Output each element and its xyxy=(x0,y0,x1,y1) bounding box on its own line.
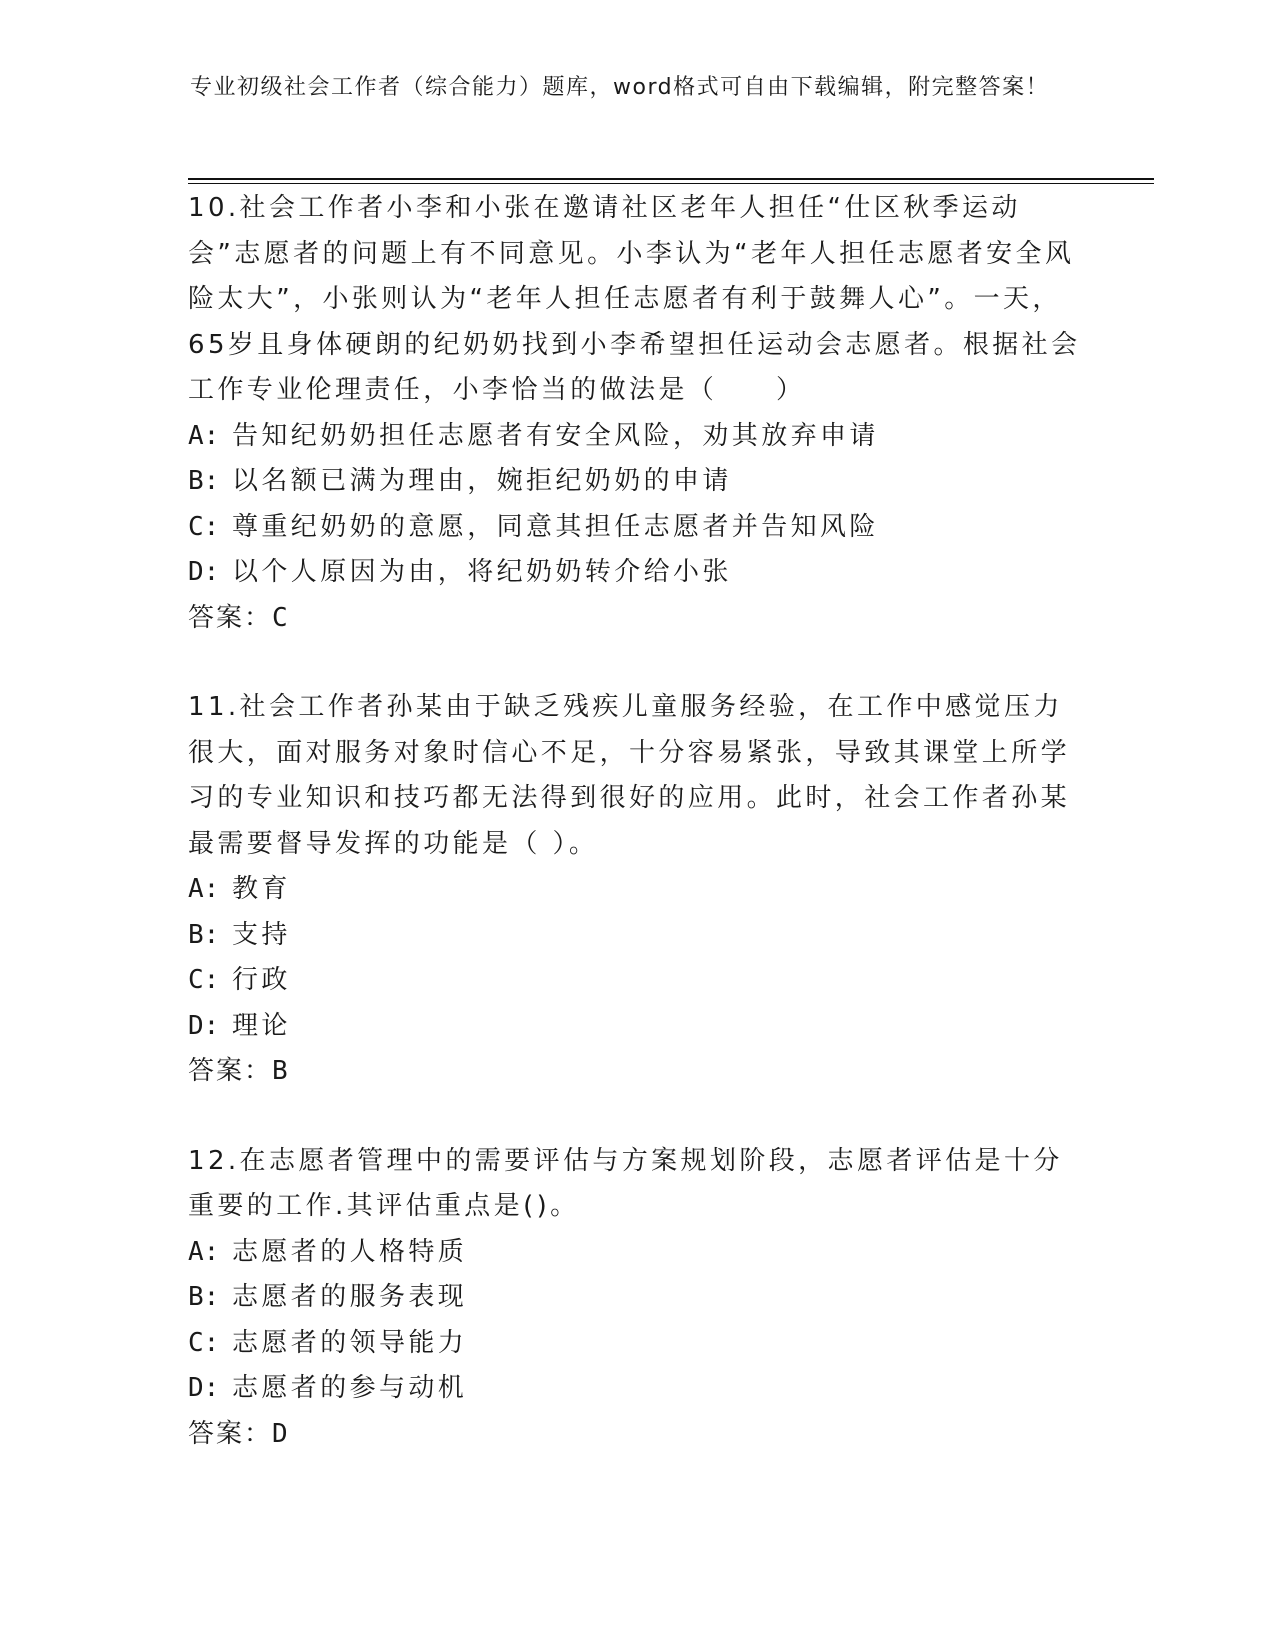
option-letter: B: xyxy=(188,919,220,950)
answer-line xyxy=(188,1049,1088,1095)
option-text: 志愿者的参与动机 xyxy=(232,1373,468,1403)
option-c xyxy=(188,958,1088,1004)
answer-value: B xyxy=(272,1056,290,1086)
option-letter: C: xyxy=(188,965,220,995)
option-a xyxy=(188,867,1088,913)
option-letter: B: xyxy=(188,466,220,496)
option-c xyxy=(188,505,1088,551)
option-text: 以名额已满为理由，婉拒纪奶奶的申请 xyxy=(232,466,732,496)
answer-label: 答案： xyxy=(188,1418,273,1449)
option-c xyxy=(188,1321,1088,1367)
option-d xyxy=(188,1366,1088,1412)
document-header: 专业初级社会工作者（综合能力）题库，word格式可自由下载编辑，附完整答案！ xyxy=(190,75,1050,100)
answer-value: D xyxy=(272,1418,290,1449)
option-letter: D: xyxy=(188,1010,220,1041)
option-b xyxy=(188,459,1088,505)
option-text: 支持 xyxy=(232,919,291,950)
answer-line xyxy=(188,596,1088,642)
option-a xyxy=(188,414,1088,460)
option-letter: C: xyxy=(188,1327,220,1358)
option-letter: A: xyxy=(188,874,220,904)
option-a xyxy=(188,1230,1088,1276)
option-text: 以个人原因为由，将纪奶奶转介给小张 xyxy=(232,557,732,587)
option-text: 志愿者的服务表现 xyxy=(232,1282,468,1312)
answer-line xyxy=(188,1412,1088,1458)
option-text: 教育 xyxy=(232,874,291,904)
option-letter: A: xyxy=(188,1236,220,1267)
question-10 xyxy=(188,186,1088,641)
option-letter: B: xyxy=(188,1282,220,1312)
answer-value: C xyxy=(272,602,290,633)
option-letter: D: xyxy=(188,1373,220,1403)
question-11 xyxy=(188,685,1088,1095)
option-b xyxy=(188,1275,1088,1321)
question-stem: 11.社会工作者孙某由于缺乏残疾儿童服务经验，在工作中感觉压力很大，面对服务对象时信心不足，十分容易紧张，导致其课堂上所学习的专业知识和技巧都无法得到很好的应用。此时，社会工作者孙某最需要督导发挥的功能是（ ）。 xyxy=(188,692,1071,859)
question-12 xyxy=(188,1139,1088,1458)
option-text: 志愿者的领导能力 xyxy=(232,1327,468,1358)
option-d xyxy=(188,1004,1088,1050)
question-stem: 10.社会工作者小李和小张在邀请社区老年人担任“仕区秋季运动会”志愿者的问题上有不同意见。小李认为“老年人担任志愿者安全风险太大”，小张则认为“老年人担任志愿者有利于鼓舞人心”。一天，65岁且身体硬朗的纪奶奶找到小李希望担任运动会志愿者。根据社会工作专业伦理责任，小李恰当的做法是（ ） xyxy=(188,193,1081,405)
option-text: 尊重纪奶奶的意愿，同意其担任志愿者并告知风险 xyxy=(232,511,879,542)
option-b xyxy=(188,913,1088,959)
header-divider-thin xyxy=(188,183,1154,184)
header-divider-thick xyxy=(188,178,1154,180)
option-text: 理论 xyxy=(232,1010,291,1041)
question-stem: 12.在志愿者管理中的需要评估与方案规划阶段，志愿者评估是十分重要的工作.其评估重点是()。 xyxy=(188,1145,1063,1221)
option-letter: C: xyxy=(188,511,220,542)
answer-label: 答案： xyxy=(188,1056,273,1086)
option-letter: D: xyxy=(188,557,220,587)
option-letter: A: xyxy=(188,420,220,451)
option-d xyxy=(188,550,1088,596)
option-text: 告知纪奶奶担任志愿者有安全风险，劝其放弃申请 xyxy=(232,420,879,451)
answer-label: 答案： xyxy=(188,602,273,633)
option-text: 志愿者的人格特质 xyxy=(232,1236,468,1267)
question-list xyxy=(188,186,1088,1501)
option-text: 行政 xyxy=(232,965,291,995)
